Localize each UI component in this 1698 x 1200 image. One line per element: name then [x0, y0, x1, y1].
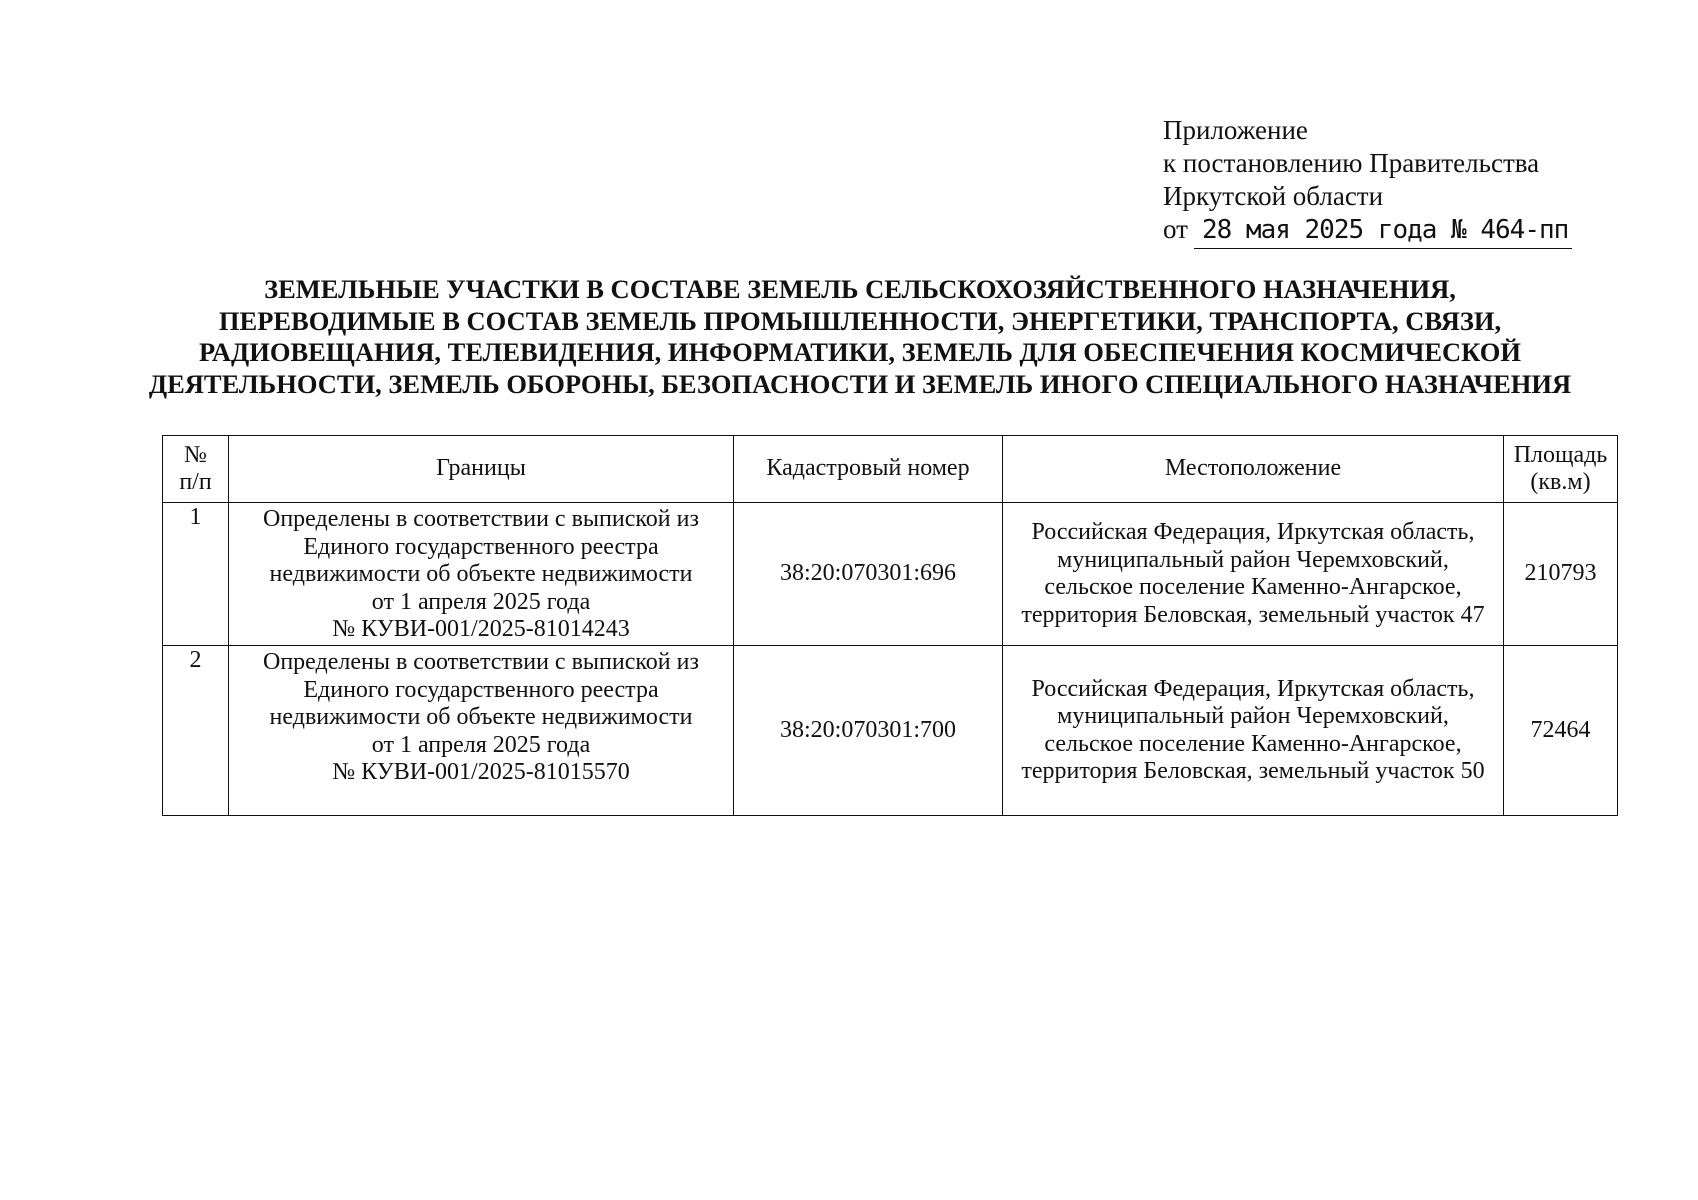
cell-area: 72464: [1504, 646, 1618, 816]
cell-num: 1: [163, 503, 229, 646]
cell-cadastral: 38:20:070301:696: [734, 503, 1003, 646]
cell-bounds: [229, 646, 734, 816]
land-plots-table: [162, 435, 1618, 816]
approval-date-row: [1163, 213, 1572, 249]
table-header-row: [163, 436, 1618, 503]
cell-bounds-line: недвижимости об объекте недвижимости: [269, 704, 693, 730]
document-title-line: ПЕРЕВОДИМЫЕ В СОСТАВ ЗЕМЕЛЬ ПРОМЫШЛЕННОСТИ, ЭНЕРГЕТИКИ, ТРАНСПОРТА, СВЯЗИ,: [218, 305, 1502, 336]
cell-location-line: муниципальный район Черемховский,: [1057, 546, 1449, 573]
cell-location-line: Российская Федерация, Иркутская область,: [1031, 675, 1475, 702]
approval-line: Приложение: [1163, 115, 1308, 145]
cell-cadastral: 38:20:070301:700: [734, 646, 1003, 816]
approval-line: Иркутской области: [1163, 181, 1384, 211]
cell-bounds-line: Определены в соответствии с выпиской из: [263, 649, 699, 675]
cell-location-line: Российская Федерация, Иркутская область,: [1031, 519, 1475, 545]
cell-location: [1003, 646, 1504, 816]
cell-location: [1003, 503, 1504, 646]
cell-bounds-line: Единого государственного реестра: [303, 676, 659, 703]
cell-bounds-line: от 1 апреля 2025 года: [371, 731, 591, 758]
cell-location-line: территория Беловская, земельный участок 50: [1021, 758, 1485, 784]
document-title: [90, 274, 1630, 400]
cell-bounds-line: № КУВИ-001/2025-81014243: [332, 616, 630, 642]
cell-location-line: сельское поселение Каменно-Ангарское,: [1044, 574, 1462, 600]
cell-bounds-line: недвижимости об объекте недвижимости: [269, 561, 693, 587]
header-bounds: Границы: [229, 436, 734, 503]
cell-num: 2: [163, 646, 229, 816]
document-title-line: РАДИОВЕЩАНИЯ, ТЕЛЕВИДЕНИЯ, ИНФОРМАТИКИ, ЗЕМЕЛЬ ДЛЯ ОБЕСПЕЧЕНИЯ КОСМИЧЕСКОЙ: [199, 337, 1521, 367]
cell-bounds-line: № КУВИ-001/2025-81015570: [332, 759, 630, 785]
cell-location-line: сельское поселение Каменно-Ангарское,: [1044, 730, 1462, 757]
header-area-line: (кв.м): [1530, 469, 1591, 495]
header-location: Местоположение: [1003, 436, 1504, 503]
cell-bounds-line: от 1 апреля 2025 года: [371, 588, 591, 615]
table-row: [163, 646, 1618, 816]
header-num-line: №: [184, 441, 207, 468]
cell-bounds-line: Единого государственного реестра: [303, 533, 659, 560]
cell-location-line: муниципальный район Черемховский,: [1057, 703, 1449, 729]
cell-bounds: [229, 503, 734, 646]
document-title-line: ЗЕМЕЛЬНЫЕ УЧАСТКИ В СОСТАВЕ ЗЕМЕЛЬ СЕЛЬСКОХОЗЯЙСТВЕННОГО НАЗНАЧЕНИЯ,: [264, 274, 1456, 304]
document-title-line: ДЕЯТЕЛЬНОСТИ, ЗЕМЕЛЬ ОБОРОНЫ, БЕЗОПАСНОСТИ И ЗЕМЕЛЬ ИНОГО СПЕЦИАЛЬНОГО НАЗНАЧЕНИЯ: [148, 368, 1572, 399]
header-num: [163, 436, 229, 503]
header-area: [1504, 436, 1618, 503]
cell-bounds-line: Определены в соответствии с выпиской из: [263, 506, 699, 532]
cell-location-line: территория Беловская, земельный участок 47: [1021, 601, 1485, 628]
header-area-line: Площадь: [1513, 441, 1608, 468]
approval-block: [1163, 114, 1572, 249]
approval-date-prefix: от: [1163, 214, 1188, 244]
table-row: [163, 503, 1618, 646]
approval-date-value: 28 мая 2025 года № 464-пп: [1194, 214, 1572, 249]
header-num-line: п/п: [179, 469, 212, 495]
approval-line: к постановлению Правительства: [1163, 148, 1540, 178]
cell-area: 210793: [1504, 503, 1618, 646]
header-cadastral: Кадастровый номер: [734, 436, 1003, 503]
